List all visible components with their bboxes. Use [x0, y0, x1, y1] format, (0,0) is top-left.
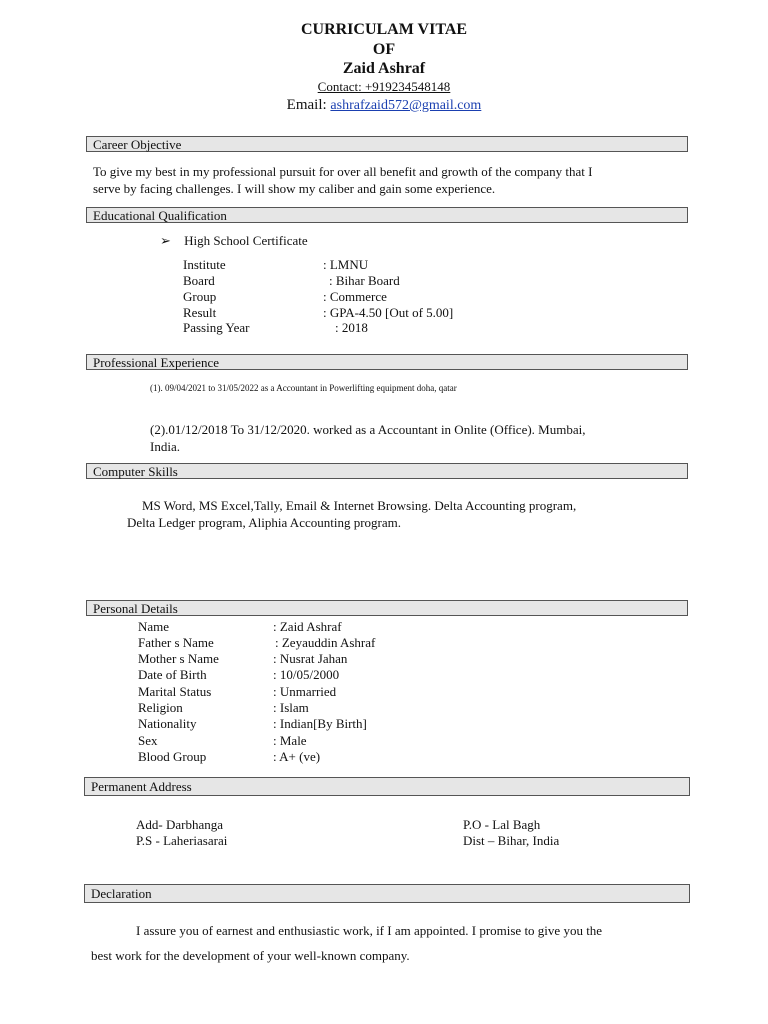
personal-row-label: Name	[138, 619, 170, 634]
declaration-line-2: best work for the development of your well-known company.	[91, 948, 410, 963]
section-declaration: Declaration	[84, 884, 690, 903]
cv-title-of: OF	[372, 41, 396, 58]
education-item	[160, 233, 308, 248]
section-permanent-address: Permanent Address	[84, 777, 690, 796]
personal-row-label: Religion	[138, 700, 183, 715]
career-objective-line-1: To give my best in my professional pursuit for over all benefit and growth of the company that I	[93, 164, 593, 179]
experience-item-2-line-2: India.	[150, 439, 180, 454]
experience-item-2-line-1: (2).01/12/2018 To 31/12/2020. worked as a Accountant in Onlite (Office). Mumbai,	[150, 422, 586, 437]
email-line	[0, 97, 768, 114]
personal-row	[138, 667, 339, 682]
contact-number: Contact: +919234548148	[317, 79, 451, 94]
personal-row-label: Blood Group	[138, 749, 207, 764]
cv-title: CURRICULAM VITAE	[300, 21, 468, 38]
education-row-label: Passing Year	[183, 320, 250, 335]
education-row-label: Group	[183, 289, 217, 304]
personal-row-value: : Indian[By Birth]	[273, 716, 367, 731]
arrow-bullet-icon: ➢	[160, 233, 171, 248]
personal-row-label: Nationality	[138, 716, 197, 731]
personal-row	[138, 651, 347, 666]
education-row-label: Institute	[183, 257, 226, 272]
section-computer-skills: Computer Skills	[86, 463, 688, 479]
address-dist: Dist – Bihar, India	[463, 833, 560, 848]
personal-row	[138, 619, 342, 634]
education-row	[183, 305, 453, 320]
education-row-value: : Commerce	[323, 289, 387, 304]
personal-row	[138, 700, 309, 715]
personal-row-value: : Unmarried	[273, 684, 337, 699]
personal-row	[138, 684, 336, 699]
education-row	[183, 273, 400, 288]
education-row-value: : GPA-4.50 [Out of 5.00]	[323, 305, 454, 320]
declaration-line-1: I assure you of earnest and enthusiastic work, if I am appointed. I promise to give you the	[136, 923, 603, 938]
section-professional-experience: Professional Experience	[86, 354, 688, 370]
personal-row-label: Father s Name	[138, 635, 214, 650]
address-ps: P.S - Laheriasarai	[136, 833, 228, 848]
personal-row-value: : Zaid Ashraf	[273, 619, 342, 634]
computer-skills-line-1: MS Word, MS Excel,Tally, Email & Internet Browsing. Delta Accounting program,	[142, 498, 577, 513]
education-row-value: : LMNU	[323, 257, 369, 272]
career-objective-line-2: serve by facing challenges. I will show my caliber and gain some experience.	[93, 181, 496, 196]
personal-row-value: : Nusrat Jahan	[273, 651, 348, 666]
email-link[interactable]: ashrafzaid572@gmail.com	[330, 98, 482, 113]
section-career-objective: Career Objective	[86, 136, 688, 152]
computer-skills-line-2: Delta Ledger program, Aliphia Accounting program.	[127, 515, 402, 530]
education-row-label: Board	[183, 273, 215, 288]
personal-row	[138, 635, 375, 650]
personal-row-value: : 10/05/2000	[273, 667, 340, 682]
education-row-label: Result	[183, 305, 217, 320]
education-row-value: : Bihar Board	[329, 273, 400, 288]
personal-row-label: Marital Status	[138, 684, 212, 699]
personal-row-value: : Zeyauddin Ashraf	[275, 635, 376, 650]
address-po: P.O - Lal Bagh	[463, 817, 541, 832]
personal-row-label: Sex	[138, 733, 158, 748]
section-personal-details: Personal Details	[86, 600, 688, 616]
address-add: Add- Darbhanga	[136, 817, 223, 832]
personal-row	[138, 733, 307, 748]
email-label: Email:	[286, 97, 327, 113]
personal-row-value: : A+ (ve)	[273, 749, 321, 764]
section-educational-qualification: Educational Qualification	[86, 207, 688, 223]
personal-row-label: Date of Birth	[138, 667, 207, 682]
personal-row	[138, 716, 367, 731]
education-row	[183, 257, 368, 272]
education-row-value: : 2018	[335, 320, 368, 335]
personal-row-value: : Islam	[273, 700, 309, 715]
personal-row-label: Mother s Name	[138, 651, 219, 666]
education-row	[183, 320, 368, 335]
education-row	[183, 289, 387, 304]
personal-row	[138, 749, 320, 764]
personal-row-value: : Male	[273, 733, 307, 748]
education-item-title: High School Certificate	[184, 233, 308, 248]
candidate-name: Zaid Ashraf	[342, 60, 426, 77]
experience-item-1: (1). 09/04/2021 to 31/05/2022 as a Accountant in Powerlifting equipment doha, qatar	[150, 383, 457, 393]
